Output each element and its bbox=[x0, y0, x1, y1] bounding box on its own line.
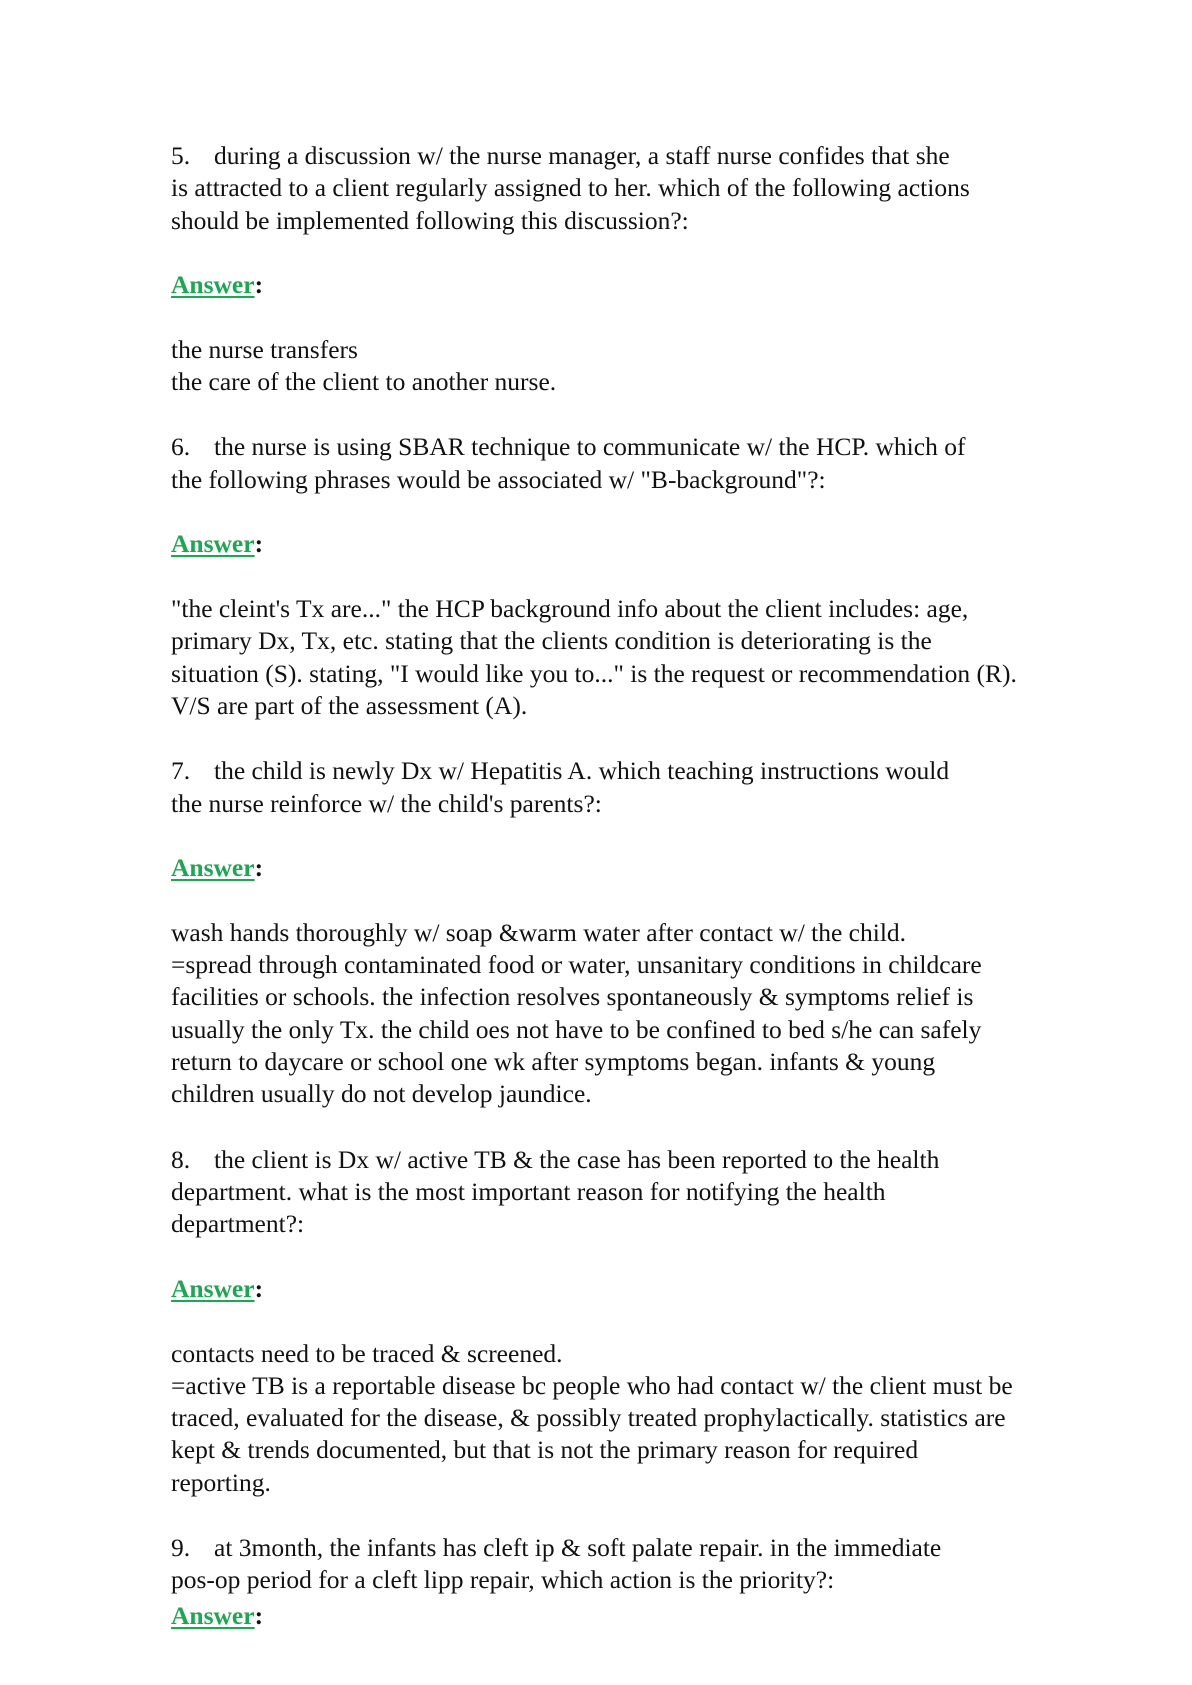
qa-item-6 bbox=[171, 431, 1131, 755]
qa-item-7 bbox=[171, 755, 1131, 1143]
answer-line: the care of the client to another nurse. bbox=[171, 367, 557, 397]
answer-line: primary Dx, Tx, etc. stating that the clients condition is deteriorating is the bbox=[171, 626, 932, 656]
answer-line: wash hands thoroughly w/ soap &warm water after contact w/ the child. bbox=[171, 917, 907, 947]
answer-line: contacts need to be traced & screened. bbox=[171, 1338, 563, 1368]
question-line: 7. the child is newly Dx w/ Hepatitis A. which teaching instructions would bbox=[171, 755, 1131, 787]
question-line: department. what is the most important reason for notifying the health bbox=[171, 1176, 886, 1206]
qa-item-9 bbox=[171, 1532, 1131, 1632]
question-line: department?: bbox=[171, 1209, 305, 1239]
question-number: 6. bbox=[171, 432, 191, 462]
answer-line: facilities or schools. the infection resolves spontaneously & symptoms relief is bbox=[171, 982, 974, 1012]
answer-label: Answer: bbox=[171, 852, 264, 882]
qa-item-5 bbox=[171, 140, 1131, 431]
question-line: 6. the nurse is using SBAR technique to communicate w/ the HCP. which of bbox=[171, 431, 1131, 463]
question-line: 8. the client is Dx w/ active TB & the case has been reported to the health bbox=[171, 1144, 1131, 1176]
answer-line: usually the only Tx. the child oes not have to be confined to bed s/he can safely bbox=[171, 1014, 982, 1044]
answer-line: V/S are part of the assessment (A). bbox=[171, 690, 528, 720]
question-line: pos-op period for a cleft lipp repair, which action is the priority?: bbox=[171, 1565, 835, 1595]
question-line: 5. during a discussion w/ the nurse manager, a staff nurse confides that she bbox=[171, 140, 1131, 172]
question-number: 8. bbox=[171, 1144, 191, 1174]
answer-line: children usually do not develop jaundice. bbox=[171, 1079, 592, 1109]
question-line: should be implemented following this discussion?: bbox=[171, 205, 689, 235]
answer-line: the nurse transfers bbox=[171, 334, 358, 364]
answer-label: Answer: bbox=[171, 529, 264, 559]
answer-line: situation (S). stating, "I would like you to..." is the request or recommendation (R). bbox=[171, 658, 1017, 688]
question-number: 5. bbox=[171, 141, 191, 170]
answer-line: traced, evaluated for the disease, & possibly treated prophylactically. statistics are bbox=[171, 1403, 1006, 1433]
question-number: 7. bbox=[171, 756, 191, 786]
answer-line: =active TB is a reportable disease bc people who had contact w/ the client must be bbox=[171, 1370, 1013, 1400]
qa-item-8 bbox=[171, 1144, 1131, 1532]
question-line: is attracted to a client regularly assigned to her. which of the following actions bbox=[171, 173, 970, 203]
answer-label: Answer: bbox=[171, 1600, 264, 1630]
question-number: 9. bbox=[171, 1533, 191, 1563]
answer-label: Answer: bbox=[171, 1273, 264, 1303]
document-page bbox=[171, 140, 1131, 1632]
question-line: the nurse reinforce w/ the child's parents?: bbox=[171, 788, 602, 818]
question-line: 9. at 3month, the infants has cleft ip & soft palate repair. in the immediate bbox=[171, 1532, 1131, 1564]
answer-line: kept & trends documented, but that is not the primary reason for required bbox=[171, 1435, 919, 1465]
question-line: the following phrases would be associated w/ "B-background"?: bbox=[171, 464, 826, 494]
answer-label: Answer: bbox=[171, 269, 264, 299]
answer-line: reporting. bbox=[171, 1467, 271, 1497]
answer-line: =spread through contaminated food or water, unsanitary conditions in childcare bbox=[171, 950, 982, 980]
answer-line: "the cleint's Tx are..." the HCP background info about the client includes: age, bbox=[171, 594, 969, 624]
answer-line: return to daycare or school one wk after symptoms began. infants & young bbox=[171, 1047, 936, 1077]
